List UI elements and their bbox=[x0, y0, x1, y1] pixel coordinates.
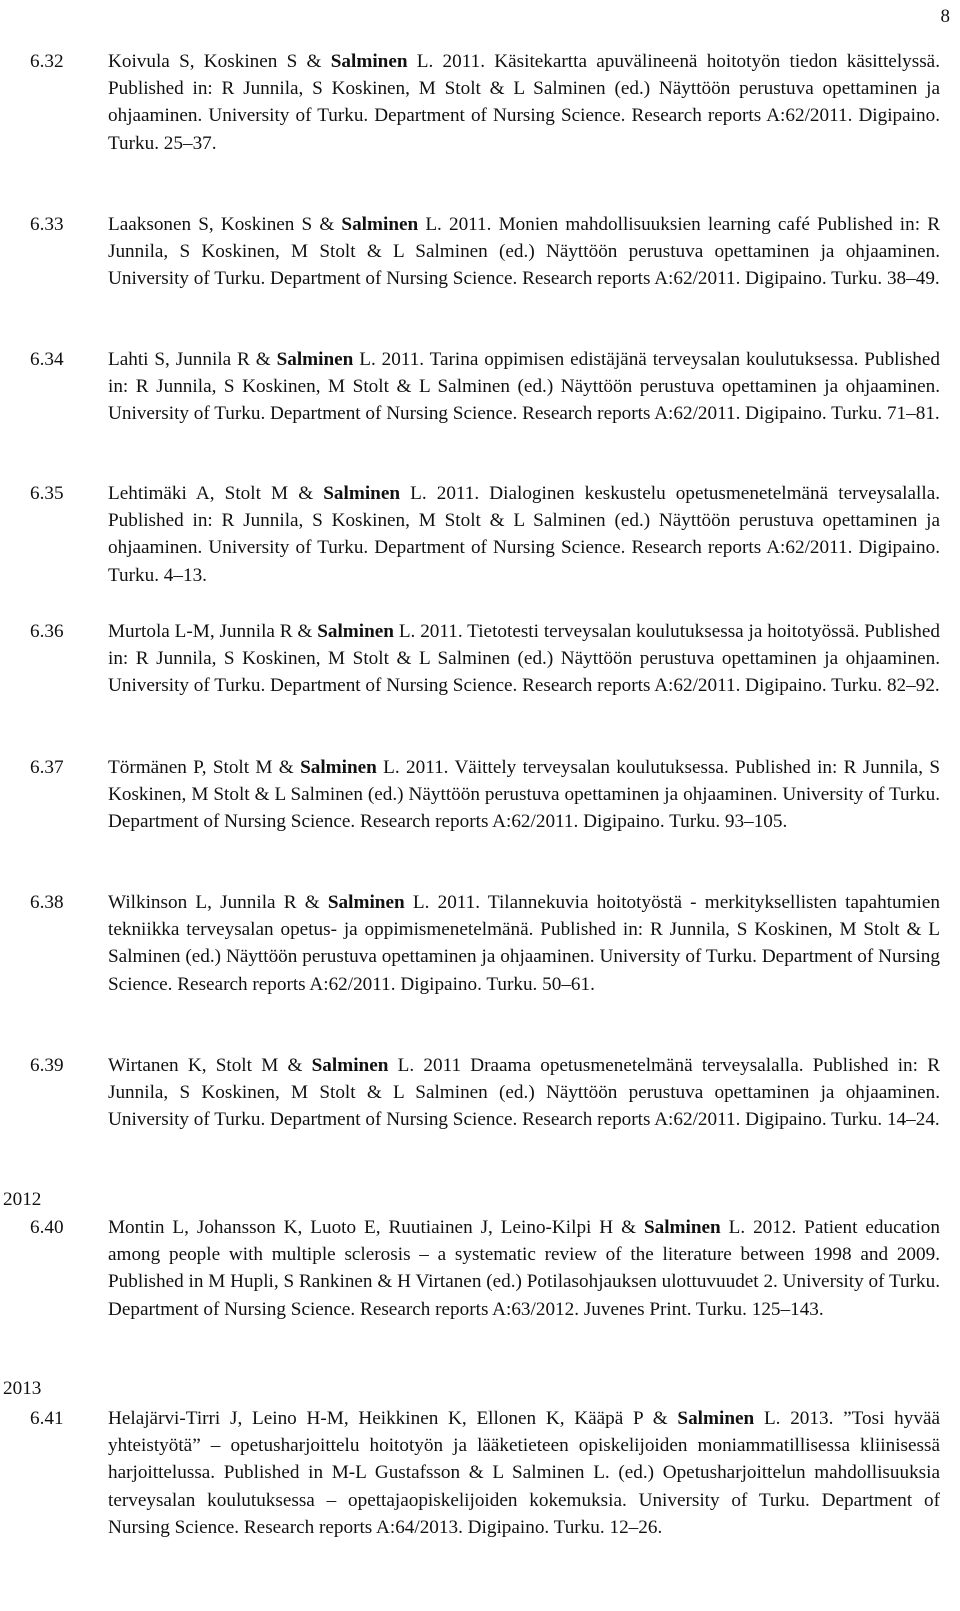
entry-highlighted-author: Salminen bbox=[677, 1408, 755, 1429]
entry-text bbox=[108, 211, 940, 293]
entry-text bbox=[108, 48, 940, 157]
entry-highlighted-author: Salminen bbox=[300, 757, 377, 778]
entry-citation: L. 2011. Tilannekuvia hoitotyöstä - merkityksellisten tapahtumien tekniikka terveysalan opetus- ja oppimismenetelmänä. Published in: R Junnila, S Koskinen, M Stolt & L Salminen (ed.) Näyttöön perustuva opettaminen ja ohjaaminen. University of Turku. Department of Nursing Science. Research reports A:62/2011. Digipaino. Turku. 50–61. bbox=[108, 892, 940, 995]
entry-authors: Lehtimäki A, Stolt M & bbox=[108, 483, 324, 504]
reference-entry bbox=[30, 1052, 940, 1134]
entry-authors: Helajärvi-Tirri J, Leino H-M, Heikkinen K, Ellonen K, Kääpä P & bbox=[108, 1408, 678, 1429]
entry-authors: Lahti S, Junnila R & bbox=[108, 349, 277, 370]
page-number: 8 bbox=[940, 6, 950, 27]
entry-highlighted-author: Salminen bbox=[327, 892, 405, 913]
entry-text bbox=[108, 480, 940, 589]
entry-number: 6.38 bbox=[30, 892, 64, 913]
entry-text bbox=[108, 346, 940, 428]
entry-text bbox=[108, 1214, 940, 1323]
entry-highlighted-author: Salminen bbox=[317, 621, 394, 642]
entry-text bbox=[108, 618, 940, 700]
entry-citation: L. 2013. ”Tosi hyvää yhteistyötä” – opetusharjoittelu hoitotyön ja lääketieteen opiskelijoiden moniammatillisessa kliinisessä harjoittelussa. Published in M-L Gustafsson & L Salminen L. (ed.) Opetusharjoittelun mahdollisuuksia terveysalan koulutuksessa – opettajaopiskelijoiden kokemuksia. University of Turku. Department of Nursing Science. Research reports A:64/2013. Digipaino. Turku. 12–26. bbox=[108, 1408, 940, 1538]
year-heading: 2012 bbox=[3, 1189, 42, 1210]
entry-citation: L. 2012. Patient education among people with multiple sclerosis – a systematic review of the literature between 1998 and 2009. Published in M Hupli, S Rankinen & H Virtanen (ed.) Potilasohjauksen ulottuvuudet 2. University of Turku. Department of Nursing Science. Research reports A:63/2012. Juvenes Print. Turku. 125–143. bbox=[108, 1217, 940, 1320]
reference-entry bbox=[30, 889, 940, 998]
reference-entry bbox=[30, 1214, 940, 1323]
entry-highlighted-author: Salminen bbox=[276, 349, 354, 370]
entry-highlighted-author: Salminen bbox=[341, 214, 419, 235]
reference-entry bbox=[30, 618, 940, 700]
reference-entry bbox=[30, 211, 940, 293]
entry-authors: Wirtanen K, Stolt M & bbox=[108, 1055, 312, 1076]
entry-authors: Montin L, Johansson K, Luoto E, Ruutiainen J, Leino-Kilpi H & bbox=[108, 1217, 644, 1238]
entry-number: 6.41 bbox=[30, 1408, 64, 1429]
entry-number: 6.39 bbox=[30, 1055, 64, 1076]
entry-citation: L. 2011. Väittely terveysalan koulutuksessa. Published in: R Junnila, S Koskinen, M Stolt & L Salminen (ed.) Näyttöön perustuva opettaminen ja ohjaaminen. University of Turku. Department of Nursing Science. Research reports A:62/2011. Digipaino. Turku. 93–105. bbox=[108, 757, 940, 833]
year-heading: 2013 bbox=[3, 1378, 42, 1399]
entry-number: 6.35 bbox=[30, 483, 64, 504]
entry-authors: Koivula S, Koskinen S & bbox=[108, 51, 331, 72]
entry-number: 6.32 bbox=[30, 51, 64, 72]
entry-citation: L. 2011. Tietotesti terveysalan koulutuksessa ja hoitotyössä. Published in: R Junnila, S Koskinen, M Stolt & L Salminen (ed.) Näyttöön perustuva opettaminen ja ohjaaminen. University of Turku. Department of Nursing Science. Research reports A:62/2011. Digipaino. Turku. 82–92. bbox=[108, 621, 940, 697]
entry-number: 6.37 bbox=[30, 757, 64, 778]
entry-citation: L. 2011. Tarina oppimisen edistäjänä terveysalan koulutuksessa. Published in: R Junnila, S Koskinen, M Stolt & L Salminen (ed.) Näyttöön perustuva opettaminen ja ohjaaminen. University of Turku. Department of Nursing Science. Research reports A:62/2011. Digipaino. Turku. 71–81. bbox=[108, 349, 940, 425]
reference-entry bbox=[30, 1405, 940, 1541]
entry-citation: L. 2011 Draama opetusmenetelmänä terveysalalla. Published in: R Junnila, S Koskinen, M Stolt & L Salminen (ed.) Näyttöön perustuva opettaminen ja ohjaaminen. University of Turku. Department of Nursing Science. Research reports A:62/2011. Digipaino. Turku. 14–24. bbox=[108, 1055, 940, 1131]
entry-number: 6.36 bbox=[30, 621, 64, 642]
entry-citation: L. 2011. Käsitekartta apuvälineenä hoitotyön tiedon käsittelyssä. Published in: R Junnila, S Koskinen, M Stolt & L Salminen (ed.) Näyttöön perustuva opettaminen ja ohjaaminen. University of Turku. Department of Nursing Science. Research reports A:62/2011. Digipaino. Turku. 25–37. bbox=[108, 51, 940, 154]
entry-citation: L. 2011. Monien mahdollisuuksien learning café Published in: R Junnila, S Koskinen, M Stolt & L Salminen (ed.) Näyttöön perustuva opettaminen ja ohjaaminen. University of Turku. Department of Nursing Science. Research reports A:62/2011. Digipaino. Turku. 38–49. bbox=[108, 214, 940, 290]
entry-authors: Wilkinson L, Junnila R & bbox=[108, 892, 328, 913]
entry-highlighted-author: Salminen bbox=[311, 1055, 389, 1076]
entry-highlighted-author: Salminen bbox=[323, 483, 401, 504]
entry-number: 6.40 bbox=[30, 1217, 64, 1238]
reference-entry bbox=[30, 346, 940, 428]
entry-text bbox=[108, 889, 940, 998]
entry-authors: Laaksonen S, Koskinen S & bbox=[108, 214, 342, 235]
entry-authors: Murtola L-M, Junnila R & bbox=[108, 621, 318, 642]
entry-text bbox=[108, 754, 940, 836]
entry-number: 6.33 bbox=[30, 214, 64, 235]
entry-highlighted-author: Salminen bbox=[643, 1217, 721, 1238]
entry-citation: L. 2011. Dialoginen keskustelu opetusmenetelmänä terveysalalla. Published in: R Junnila, S Koskinen, M Stolt & L Salminen (ed.) Näyttöön perustuva opettaminen ja ohjaaminen. University of Turku. Department of Nursing Science. Research reports A:62/2011. Digipaino. Turku. 4–13. bbox=[108, 483, 941, 586]
entry-highlighted-author: Salminen bbox=[330, 51, 408, 72]
reference-entry bbox=[30, 754, 940, 836]
reference-entry bbox=[30, 480, 940, 589]
entry-text bbox=[108, 1052, 940, 1134]
entry-number: 6.34 bbox=[30, 349, 64, 370]
entry-authors: Törmänen P, Stolt M & bbox=[108, 757, 301, 778]
entry-text bbox=[108, 1405, 940, 1541]
reference-entry bbox=[30, 48, 940, 157]
